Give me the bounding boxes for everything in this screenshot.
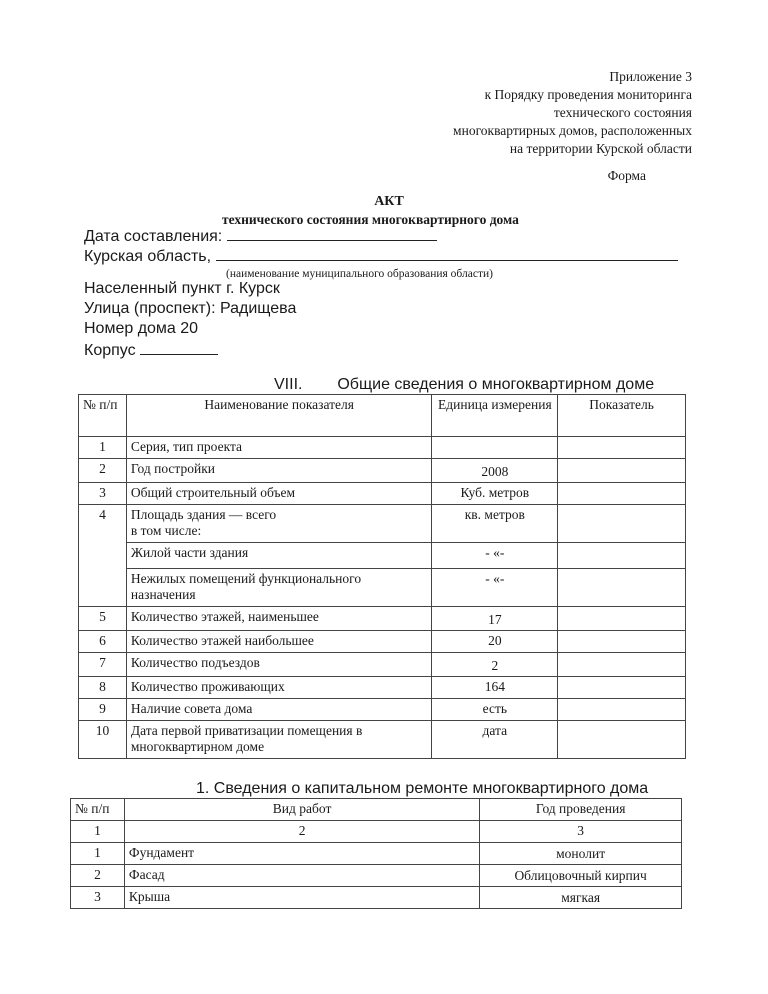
row-unit: [432, 437, 558, 459]
row-name: Наличие совета дома: [126, 699, 432, 721]
table-header-row: [71, 799, 682, 821]
forma-label: Форма: [607, 168, 646, 183]
row-value: [558, 653, 686, 677]
row-unit: есть: [432, 699, 558, 721]
row-unit: 2008: [432, 459, 558, 483]
table-row: [79, 569, 686, 607]
row-value: [558, 677, 686, 699]
table-row: [79, 437, 686, 459]
settlement-field: Населенный пункт г. Курск: [84, 280, 280, 297]
table-row: [79, 607, 686, 631]
row-num: 1: [79, 437, 127, 459]
row-value: [558, 437, 686, 459]
row-value: [558, 607, 686, 631]
row-value: монолит: [480, 843, 682, 865]
table-row: [79, 631, 686, 653]
date-field: [84, 226, 437, 246]
row-value: [558, 721, 686, 759]
row-num: 3: [79, 483, 127, 505]
row-unit: Куб. метров: [432, 483, 558, 505]
table-row: [79, 505, 686, 543]
row-unit: - «-: [432, 543, 558, 569]
table-row: [71, 843, 682, 865]
header-cell: Показатель: [558, 395, 686, 437]
row-value: [558, 459, 686, 483]
section1-number: VIII.: [274, 376, 303, 393]
row-num: 5: [79, 607, 127, 631]
index-cell: 1: [71, 821, 125, 843]
row-name: Количество этажей наибольшее: [126, 631, 432, 653]
table-row: [79, 543, 686, 569]
row-value: [558, 699, 686, 721]
date-label: Дата составления:: [84, 228, 223, 245]
table-row: [79, 653, 686, 677]
header-cell: Единица измерения: [432, 395, 558, 437]
row-value: [558, 543, 686, 569]
appendix-line: технического состояния: [553, 105, 692, 120]
row-unit: дата: [432, 721, 558, 759]
row-unit: кв. метров: [432, 505, 558, 543]
row-num: 2: [79, 459, 127, 483]
row-num: 1: [71, 843, 125, 865]
row-unit: 2: [432, 653, 558, 677]
row-name: Количество проживающих: [126, 677, 432, 699]
row-work: Фундамент: [124, 843, 479, 865]
header-cell: № п/п: [71, 799, 125, 821]
row-name: Год постройки: [126, 459, 432, 483]
header-cell: Год проведения: [480, 799, 682, 821]
date-blank: [227, 226, 437, 241]
table-row: [71, 887, 682, 909]
region-hint: (наименование муниципального образования области): [226, 268, 493, 280]
row-num: 7: [79, 653, 127, 677]
header-cell: № п/п: [79, 395, 127, 437]
capital-repair-table: [70, 798, 682, 909]
row-value: мягкая: [480, 887, 682, 909]
table-row: [79, 721, 686, 759]
row-name: Дата первой приватизации помещения в многоквартирном доме: [126, 721, 432, 759]
house-field: Номер дома 20: [84, 320, 199, 337]
row-name: Жилой части здания: [126, 543, 432, 569]
korpus-label: Корпус: [84, 342, 136, 359]
header-cell: Наименование показателя: [126, 395, 432, 437]
table-header-row: [79, 395, 686, 437]
table-row: [71, 865, 682, 887]
row-value: [558, 631, 686, 653]
row-work: Фасад: [124, 865, 479, 887]
general-info-table: [78, 394, 686, 759]
appendix-line: на территории Курской области: [509, 141, 692, 156]
row-unit: 164: [432, 677, 558, 699]
korpus-field: [84, 340, 218, 360]
table-row: [79, 483, 686, 505]
table-row: [79, 459, 686, 483]
table-row: [79, 699, 686, 721]
region-field: [84, 246, 678, 266]
appendix-line: многоквартирных домов, расположенных: [453, 123, 692, 138]
row-work: Крыша: [124, 887, 479, 909]
act-subtitle: технического состояния многоквартирного дома: [222, 212, 519, 227]
row-name: Площадь здания — всего в том числе:: [126, 505, 432, 543]
row-name: Общий строительный объем: [126, 483, 432, 505]
row-unit: - «-: [432, 569, 558, 607]
act-title: АКТ: [374, 194, 404, 209]
appendix-line: к Порядку проведения мониторинга: [484, 87, 692, 102]
row-num: 6: [79, 631, 127, 653]
section2-title: 1. Сведения о капитальном ремонте многоквартирного дома: [196, 780, 649, 797]
index-cell: 2: [124, 821, 479, 843]
row-name: Количество подъездов: [126, 653, 432, 677]
appendix-line: Приложение 3: [609, 69, 692, 84]
row-num: 8: [79, 677, 127, 699]
row-value: [558, 505, 686, 543]
row-name: Нежилых помещений функционального назначения: [126, 569, 432, 607]
table-index-row: [71, 821, 682, 843]
row-num: [79, 543, 127, 569]
row-num: 3: [71, 887, 125, 909]
section1-heading: [274, 376, 654, 394]
row-unit: 17: [432, 607, 558, 631]
row-unit: 20: [432, 631, 558, 653]
row-name: Серия, тип проекта: [126, 437, 432, 459]
row-value: [558, 483, 686, 505]
street-field: Улица (проспект): Радищева: [84, 300, 297, 317]
section1-title: Общие сведения о многоквартирном доме: [337, 376, 655, 393]
row-name: Количество этажей, наименьшее: [126, 607, 432, 631]
appendix-block: [453, 68, 692, 158]
row-num: 9: [79, 699, 127, 721]
index-cell: 3: [480, 821, 682, 843]
region-blank: [216, 246, 678, 261]
korpus-blank: [140, 340, 218, 355]
row-num: [79, 569, 127, 607]
row-num: 10: [79, 721, 127, 759]
row-value: Облицовочный кирпич: [480, 865, 682, 887]
header-cell: Вид работ: [124, 799, 479, 821]
row-value: [558, 569, 686, 607]
row-num: 2: [71, 865, 125, 887]
row-num: 4: [79, 505, 127, 543]
table-row: [79, 677, 686, 699]
region-label: Курская область,: [84, 248, 212, 265]
